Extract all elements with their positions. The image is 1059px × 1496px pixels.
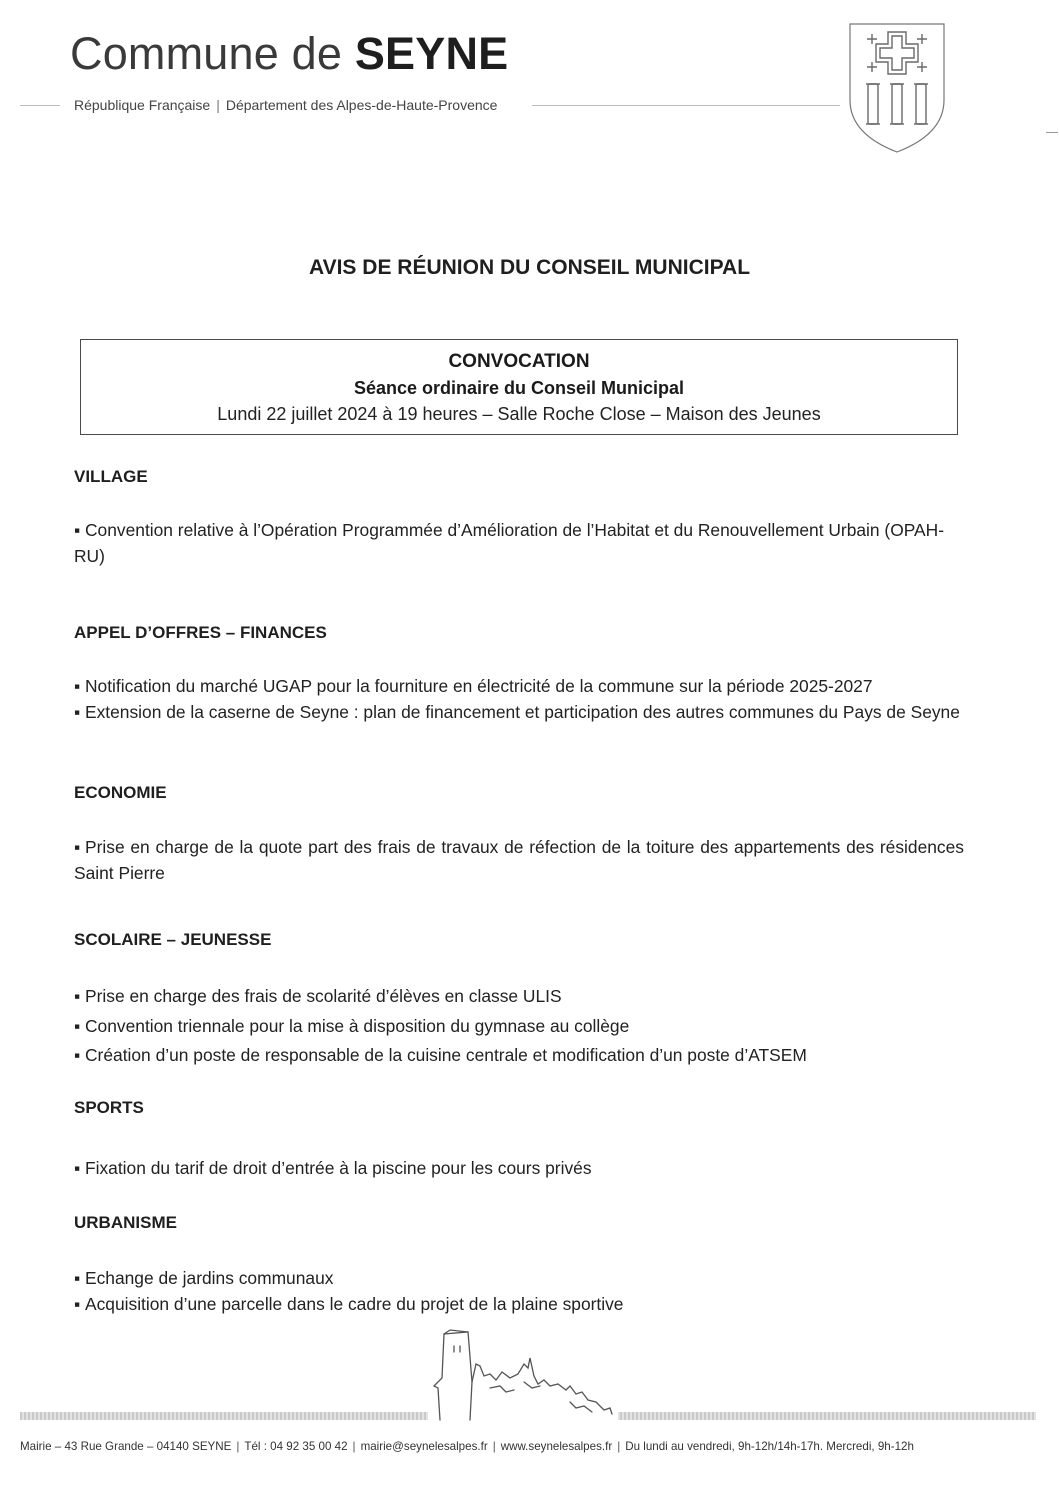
agenda-item: ▪ Notification du marché UGAP pour la fourniture en électricité de la commune sur la période 2025-2027 <box>74 676 873 696</box>
coat-of-arms-icon <box>848 22 946 154</box>
footer-email[interactable]: mairie@seynelesalpes.fr <box>360 1440 488 1453</box>
convocation-title: CONVOCATION <box>448 351 590 372</box>
agenda-item: ▪ Echange de jardins communaux <box>74 1268 334 1288</box>
convocation-subtitle: Séance ordinaire du Conseil Municipal <box>353 378 685 398</box>
separator: | <box>492 1440 496 1453</box>
commune-title-bold: SEYNE <box>354 28 509 79</box>
tower-sketch-icon <box>420 1328 620 1424</box>
section-heading-finances: APPEL D’OFFRES – FINANCES <box>74 623 327 642</box>
republic-label: République Française <box>74 97 211 113</box>
agenda-item: ▪ Création d’un poste de responsable de la cuisine centrale et modification d’un poste d’ATSEM <box>74 1045 807 1065</box>
department-label: Département des Alpes-de-Haute-Provence <box>225 97 498 113</box>
separator: | <box>236 1440 240 1453</box>
footer <box>20 1440 914 1453</box>
agenda-item: ▪ Convention triennale pour la mise à disposition du gymnase au collège <box>74 1016 630 1036</box>
agenda-item: ▪ Acquisition d’une parcelle dans le cadre du projet de la plaine sportive <box>74 1294 624 1314</box>
agenda-item: ▪ Prise en charge de la quote part des frais de travaux de réfection de la toiture des appartements des résidences Saint Pierre <box>74 837 964 883</box>
footer-address: Mairie – 43 Rue Grande – 04140 SEYNE <box>20 1440 232 1453</box>
footer-website[interactable]: www.seynelesalpes.fr <box>500 1440 613 1453</box>
section-heading-sports: SPORTS <box>74 1098 144 1117</box>
convocation-details: Lundi 22 juillet 2024 à 19 heures – Salle Roche Close – Maison des Jeunes <box>217 404 821 424</box>
header-subline <box>74 97 497 113</box>
separator: | <box>617 1440 621 1453</box>
header-rule-right <box>532 105 840 106</box>
convocation-box <box>80 339 958 435</box>
footer-phone: Tél : 04 92 35 00 42 <box>244 1440 348 1453</box>
section-heading-village: VILLAGE <box>74 467 148 486</box>
margin-mark <box>1046 132 1058 133</box>
agenda-item: ▪ Extension de la caserne de Seyne : plan de financement et participation des autres communes du Pays de Seyne <box>74 702 960 722</box>
agenda-item: ▪ Convention relative à l’Opération Programmée d’Amélioration de l’Habitat et du Renouvellement Urbain (OPAH-RU) <box>74 520 945 566</box>
separator: | <box>216 97 220 113</box>
section-heading-urbanisme: URBANISME <box>74 1213 177 1232</box>
page-title: AVIS DE RÉUNION DU CONSEIL MUNICIPAL <box>308 256 751 279</box>
commune-title <box>70 28 508 80</box>
separator: | <box>352 1440 356 1453</box>
section-heading-scolaire: SCOLAIRE – JEUNESSE <box>74 930 272 949</box>
agenda-item: ▪ Prise en charge des frais de scolarité d’élèves en classe ULIS <box>74 986 562 1006</box>
commune-title-light: Commune de <box>70 28 343 79</box>
footer-hours: Du lundi au vendredi, 9h-12h/14h-17h. Mercredi, 9h-12h <box>625 1440 914 1453</box>
header-rule-left <box>20 105 60 106</box>
agenda-item: ▪ Fixation du tarif de droit d’entrée à la piscine pour les cours privés <box>74 1158 592 1178</box>
section-heading-economie: ECONOMIE <box>74 783 167 802</box>
